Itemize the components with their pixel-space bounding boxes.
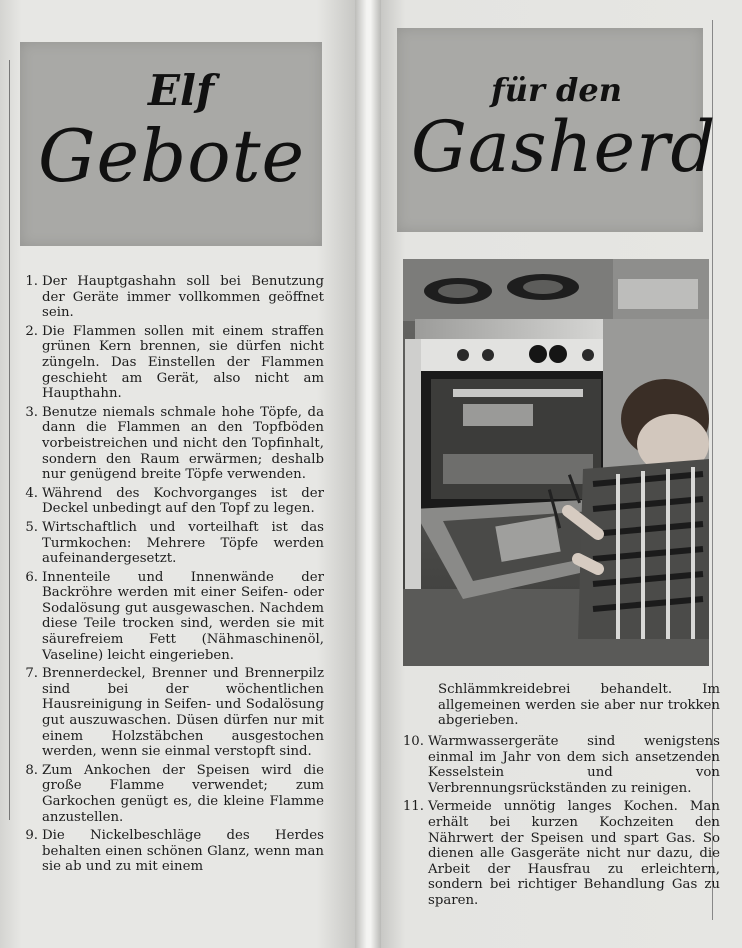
- list-item: [22, 828, 324, 875]
- item-text: Während des Kochvorganges ist der Deckel unbedingt auf den Topf zu legen.: [42, 485, 324, 517]
- item-number: 4.: [25, 485, 38, 501]
- list-item: [22, 763, 324, 825]
- list-item: [22, 666, 324, 760]
- list-item: [22, 405, 324, 483]
- item-text: Warmwassergeräte sind wenigstens einmal im Jahr von dem sich ansetzenden Kesselstein und von Verbrennungsrückständen zu reinigen.: [428, 734, 720, 796]
- stove-photo-illustration: [403, 259, 709, 666]
- list-item: [402, 734, 720, 796]
- stove-photo: [403, 259, 709, 666]
- title-word-gebote: Gebote: [38, 114, 306, 198]
- title-word-gasherd: Gasherd: [411, 106, 717, 188]
- item-text: Wirtschaftlich und vorteilhaft ist das Turmkochen: Mehrere Töpfe werden aufeinandergesetzt.: [42, 519, 324, 567]
- item-text: Benutze niemals schmale hohe Töpfe, da dann die Flammen an den Topfböden vorbeistreichen und nicht den Topfinhalt, sondern den Raum erwärmen; deshalb nur genügend breite Töpfe verwenden.: [42, 404, 324, 483]
- item-text: Innenteile und Innenwände der Backröhre werden mit einer Seifen- oder Sodalösung gut ausgewaschen. Nachdem diese Teile trocken sind, werden sie mit säurefreiem Fett (Nähmaschinenöl, Vaseline) leicht eingerieben.: [42, 569, 324, 663]
- title-word-elf: Elf: [148, 66, 215, 115]
- item-number: 6.: [25, 569, 38, 585]
- item-number: 9.: [25, 828, 38, 844]
- item-text: Der Hauptgashahn soll bei Benutzung der Geräte immer vollkommen geöffnet sein.: [42, 274, 324, 321]
- item-text: Vermeide unnötig langes Kochen. Man erhält bei kurzen Kochzeiten den Nährwert der Speisen und spart Gas. So dienen alle Gasgeräte nicht nur dazu, die Arbeit der Hausfrau zu erleichtern, sondern bei richtiger Behandlung Gas zu sparen.: [428, 799, 720, 908]
- item-9-continuation: Schlämmkreidebrei behandelt. Im allgemeinen werden sie aber nur trokken abgerieben.: [438, 682, 720, 729]
- item-number: 10.: [402, 734, 424, 749]
- title-banner-right: [397, 28, 717, 232]
- list-item: [22, 486, 324, 517]
- book-gutter: [355, 0, 381, 948]
- title-banner-left: [20, 42, 322, 246]
- list-item: [22, 520, 324, 567]
- list-item: [22, 274, 324, 321]
- item-number: 5.: [25, 519, 38, 535]
- item-number: 11.: [402, 799, 424, 815]
- title-word-fuer-den: für den: [491, 71, 623, 109]
- item-number: 8.: [25, 762, 38, 778]
- rules-list-left: [22, 274, 324, 878]
- list-item: [22, 324, 324, 402]
- item-text: Die Nickelbeschläge des Herdes behalten einen schönen Glanz, wenn man sie ab und zu mit einem: [42, 828, 324, 875]
- item-text: Die Flammen sollen mit einem straffen grünen Kern brennen, sie dürfen nicht züngeln. Das Einstellen der Flammen geschieht am Gerät, also nicht am Haupthahn.: [42, 323, 324, 402]
- item-number: 7.: [25, 666, 38, 682]
- list-item: [402, 799, 720, 908]
- item-number: 1.: [25, 274, 38, 289]
- page-edge-line: [9, 60, 10, 820]
- item-number: 3.: [25, 404, 38, 420]
- rules-list-right: [402, 734, 720, 912]
- item-number: 2.: [25, 323, 38, 339]
- item-text: Zum Ankochen der Speisen wird die große Flamme verwendet; zum Garkochen genügt es, die kleine Flamme anzustellen.: [42, 762, 324, 825]
- list-item: [22, 570, 324, 664]
- item-text: Brennerdeckel, Brenner und Brennerpilz sind bei der wöchentlichen Hausreinigung in Seifen- und Sodalösung gut auszuwaschen. Düsen dürfen nur mit einem Holzstäbchen ausgestochen werden, wenn sie einmal verstopft sind.: [42, 666, 324, 760]
